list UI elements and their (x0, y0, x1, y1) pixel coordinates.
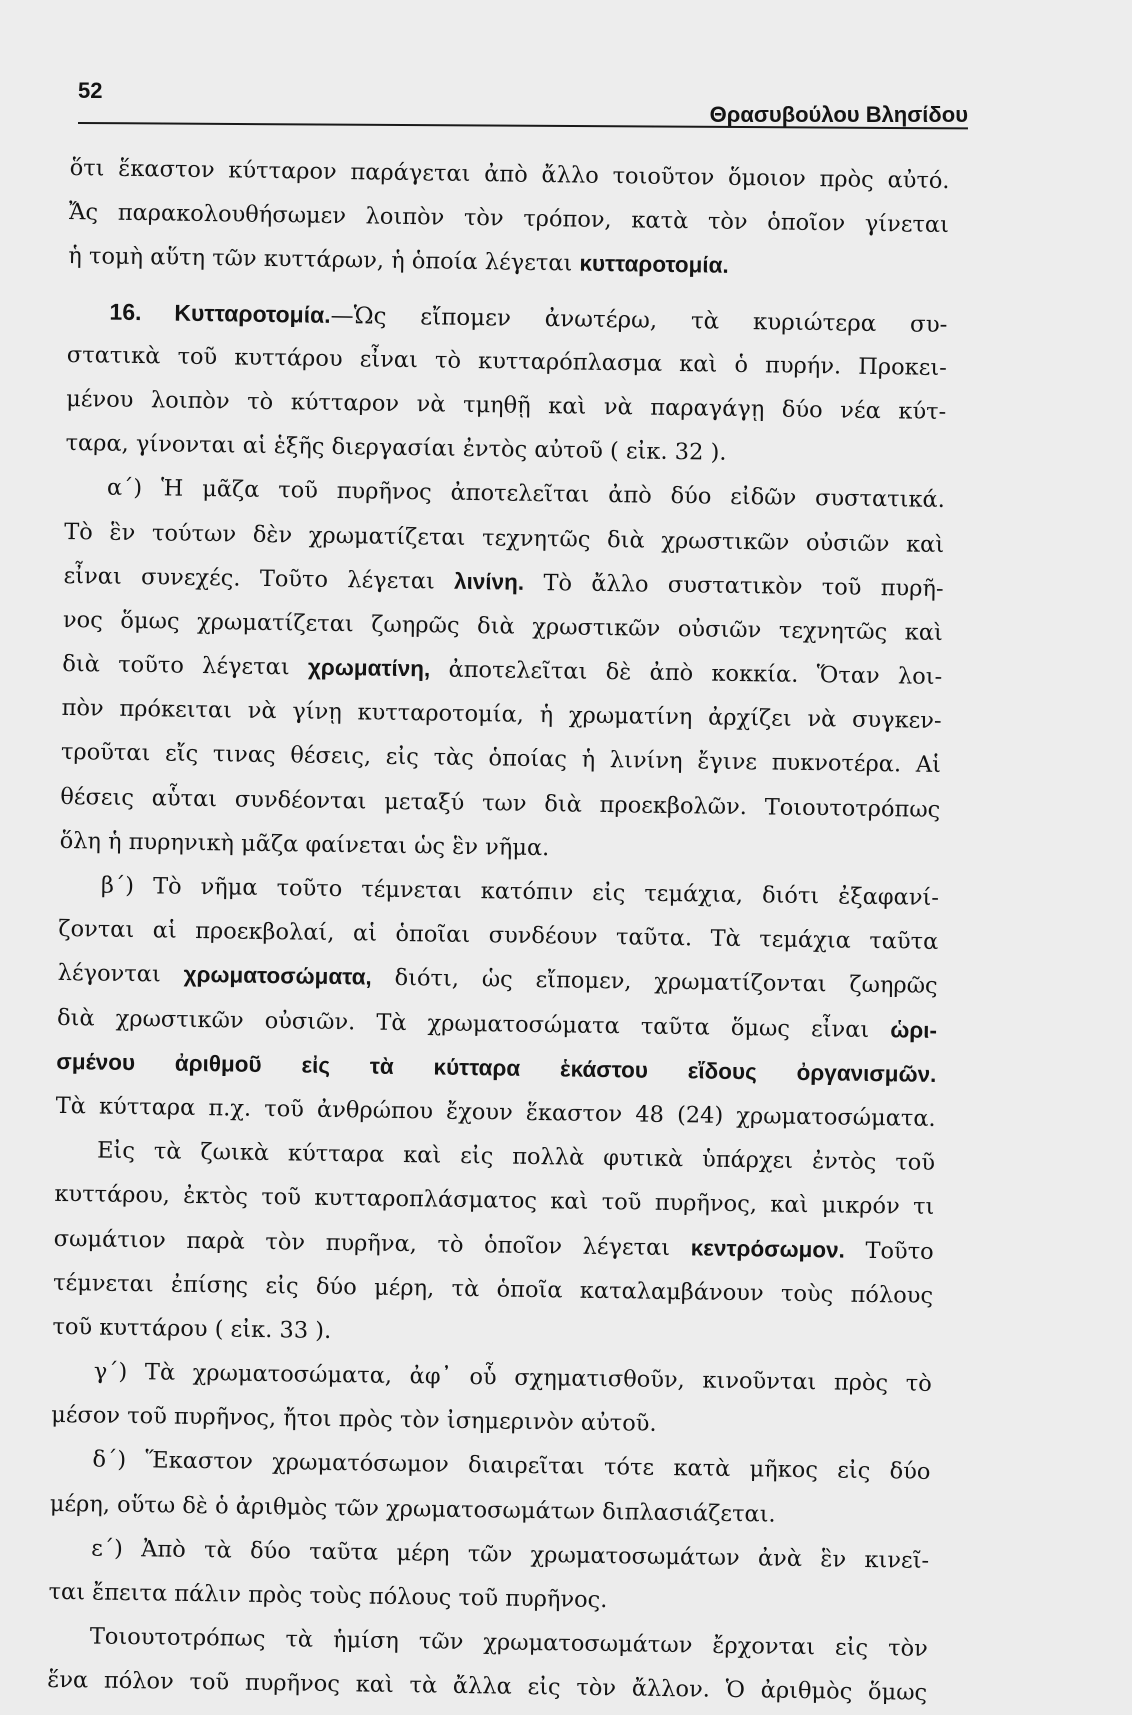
text-segment: ε΄) Ἀπὸ τὰ δύο ταῦτα μέρη τῶν χρωματοσωμάτων ἀνὰ ἓν κινεῖ- (91, 1535, 930, 1574)
text-segment: κυττάρου, ἐκτὸς τοῦ κυτταροπλάσματος καὶ τοῦ πυρῆνος, καὶ μικρόν τι (54, 1181, 935, 1221)
text-segment: Τὰ κύτταρα π.χ. τοῦ ἀνθρώπου ἔχουν ἕκαστον 48 (24) χρωματοσώματα. (55, 1092, 936, 1132)
page-number: 52 (78, 78, 103, 103)
text-segment: Εἰς τὰ ζωικὰ κύτταρα καὶ εἰς πολλὰ φυτικὰ ὑπάρχει ἐντὸς τοῦ (96, 1137, 936, 1177)
text-segment: διότι, ὡς εἴπομεν, χρωματίζονται ζωηρῶς (371, 964, 938, 1000)
text-segment: —Ὡς εἴπομεν ἀνωτέρω, τὰ κυριώτερα συ- (330, 302, 948, 338)
bold-term: κυτταροτομία. (579, 250, 729, 279)
text-segment: Τοιουτοτρόπως τὰ ἡμίση τῶν χρωματοσωμάτων ἔρχονται εἰς τὸν (89, 1623, 928, 1663)
bold-term: ὡρι- (890, 1016, 938, 1043)
text-segment: λέγονται (57, 960, 184, 989)
text-segment: νος ὅμως χρωματίζεται ζωηρῶς διὰ χρωστικῶν οὐσιῶν τεχνητῶς καὶ (62, 606, 944, 646)
text-segment: Ἄς παρακολουθήσωμεν λοιπὸν τὸν τρόπον, κατὰ τὸν ὁποῖον γίνεται (68, 199, 950, 239)
bold-term: λινίνη. (453, 568, 525, 595)
text-segment: δ΄) Ἕκαστον χρωματόσωμον διαιρεῖται τότε κατὰ μῆκος εἰς δύο (92, 1446, 931, 1486)
running-head: Θρασυβούλου Βλησίδου (709, 102, 968, 127)
text-segment: γ΄) Τὰ χρωματοσώματα, ἀφ᾿ οὗ σχηματισθοῦν, κινοῦνται πρὸς τὸ (93, 1358, 932, 1397)
text-segment: ὅλη ἡ πυρηνικὴ μᾶζα φαίνεται ὡς ἓν νῆμα. (59, 827, 550, 861)
bold-term: κεντρόσωμον. (690, 1234, 846, 1263)
text-segment: μένου λοιπὸν τὸ κύτταρον νὰ τμηθῇ καὶ νὰ παραγάγῃ δύο νέα κύτ- (66, 385, 947, 425)
text-segment: ἕνα πόλον τοῦ πυρῆνος καὶ τὰ ἄλλα εἰς τὸν ἄλλον. Ὁ ἀριθμὸς ὅμως (47, 1667, 928, 1707)
page-header (78, 78, 968, 126)
text-segment: διὰ τοῦτο λέγεται (62, 651, 309, 681)
text-segment: ἡ τομὴ αὕτη τῶν κυττάρων, ἡ ὁποία λέγεται (68, 243, 580, 277)
text-segment: τοῦ κυττάρου ( εἰκ. 33 ). (52, 1313, 332, 1344)
text-segment: ταρα, γίνονται αἱ ἑξῆς διεργασίαι ἐντὸς αὐτοῦ ( εἰκ. 32 ). (65, 430, 727, 466)
text-segment: ὅτι ἕκαστον κύτταρον παράγεται ἀπὸ ἄλλο τοιοῦτον ὅμοιον πρὸς αὐτό. (69, 154, 950, 195)
text-segment: μέρη, οὕτω δὲ ὁ ἀριθμὸς τῶν χρωματοσωμάτων διπλασιάζεται. (49, 1490, 776, 1528)
text-segment: Τὸ ἓν τούτων δὲν χρωματίζεται τεχνητῶς διὰ χρωστικῶν οὐσιῶν καὶ (64, 518, 945, 558)
text-segment: εἶναι συνεχές. Τοῦτο λέγεται (63, 562, 455, 595)
text-segment: μέσον τοῦ πυρῆνος, ἤτοι πρὸς τὸν ἰσημερινὸν αὐτοῦ. (50, 1402, 657, 1438)
body-text (47, 146, 950, 1715)
text-segment: ἀποτελεῖται δὲ ἀπὸ κοκκία. Ὅταν λοι- (430, 656, 943, 691)
text-segment: β΄) Τὸ νῆμα τοῦτο τέμνεται κατόπιν εἰς τεμάχια, διότι ἐξαφανί- (100, 872, 940, 911)
text-segment: Τὸ ἄλλο συστατικὸν τοῦ πυρῆ- (523, 569, 944, 602)
text-segment: ζονται αἱ προεκβολαί, αἱ ὁποῖαι συνδέουν ταῦτα. Τὰ τεμάχια ταῦτα (58, 916, 939, 956)
text-segment: σωμάτιον παρὰ τὸν πυρῆνα, τὸ ὁποῖον λέγεται (53, 1225, 691, 1261)
text-segment: α΄) Ἡ μᾶζα τοῦ πυρῆνος ἀποτελεῖται ἀπὸ δύο εἰδῶν συστατικά. (106, 474, 946, 514)
text-segment: διὰ χρωστικῶν οὐσιῶν. Τὰ χρωματοσώματα ταῦτα ὅμως εἶναι (56, 1004, 891, 1043)
text-segment: πὸν πρόκειται νὰ γίνῃ κυτταροτομία, ἡ χρωματίνη ἀρχίζει νὰ συγκεν- (61, 695, 942, 735)
text-segment: Τοῦτο (844, 1237, 934, 1265)
text-segment: ται ἔπειτα πάλιν πρὸς τοὺς πόλους τοῦ πυρῆνος. (48, 1578, 608, 1614)
text-segment: τέμνεται ἐπίσης εἰς δύο μέρη, τὰ ὁποῖα καταλαμβάνουν τοὺς πόλους (52, 1269, 934, 1309)
bold-term: χρωματοσώματα, (183, 962, 372, 990)
text-segment: θέσεις αὗται συνδέονται μεταξύ των διὰ προεκβολῶν. Τοιουτοτρόπως (60, 783, 941, 823)
bold-term: χρωματίνη, (307, 654, 431, 682)
text-segment: τροῦται εἴς τινας θέσεις, εἰς τὰς ὁποίας ἡ λινίνη ἔγινε πυκνοτέρα. Αἱ (60, 739, 942, 779)
text-segment: στατικὰ τοῦ κυττάρου εἶναι τὸ κυτταρόπλασμα καὶ ὁ πυρήν. Προκει- (66, 341, 947, 381)
bold-term: σμένου ἀριθμοῦ εἰς τὰ κύτταρα ἑκάστου εἴδους ὀργανισμῶν. (56, 1048, 937, 1087)
section-heading: 16. Κυτταροτομία. (109, 298, 331, 328)
